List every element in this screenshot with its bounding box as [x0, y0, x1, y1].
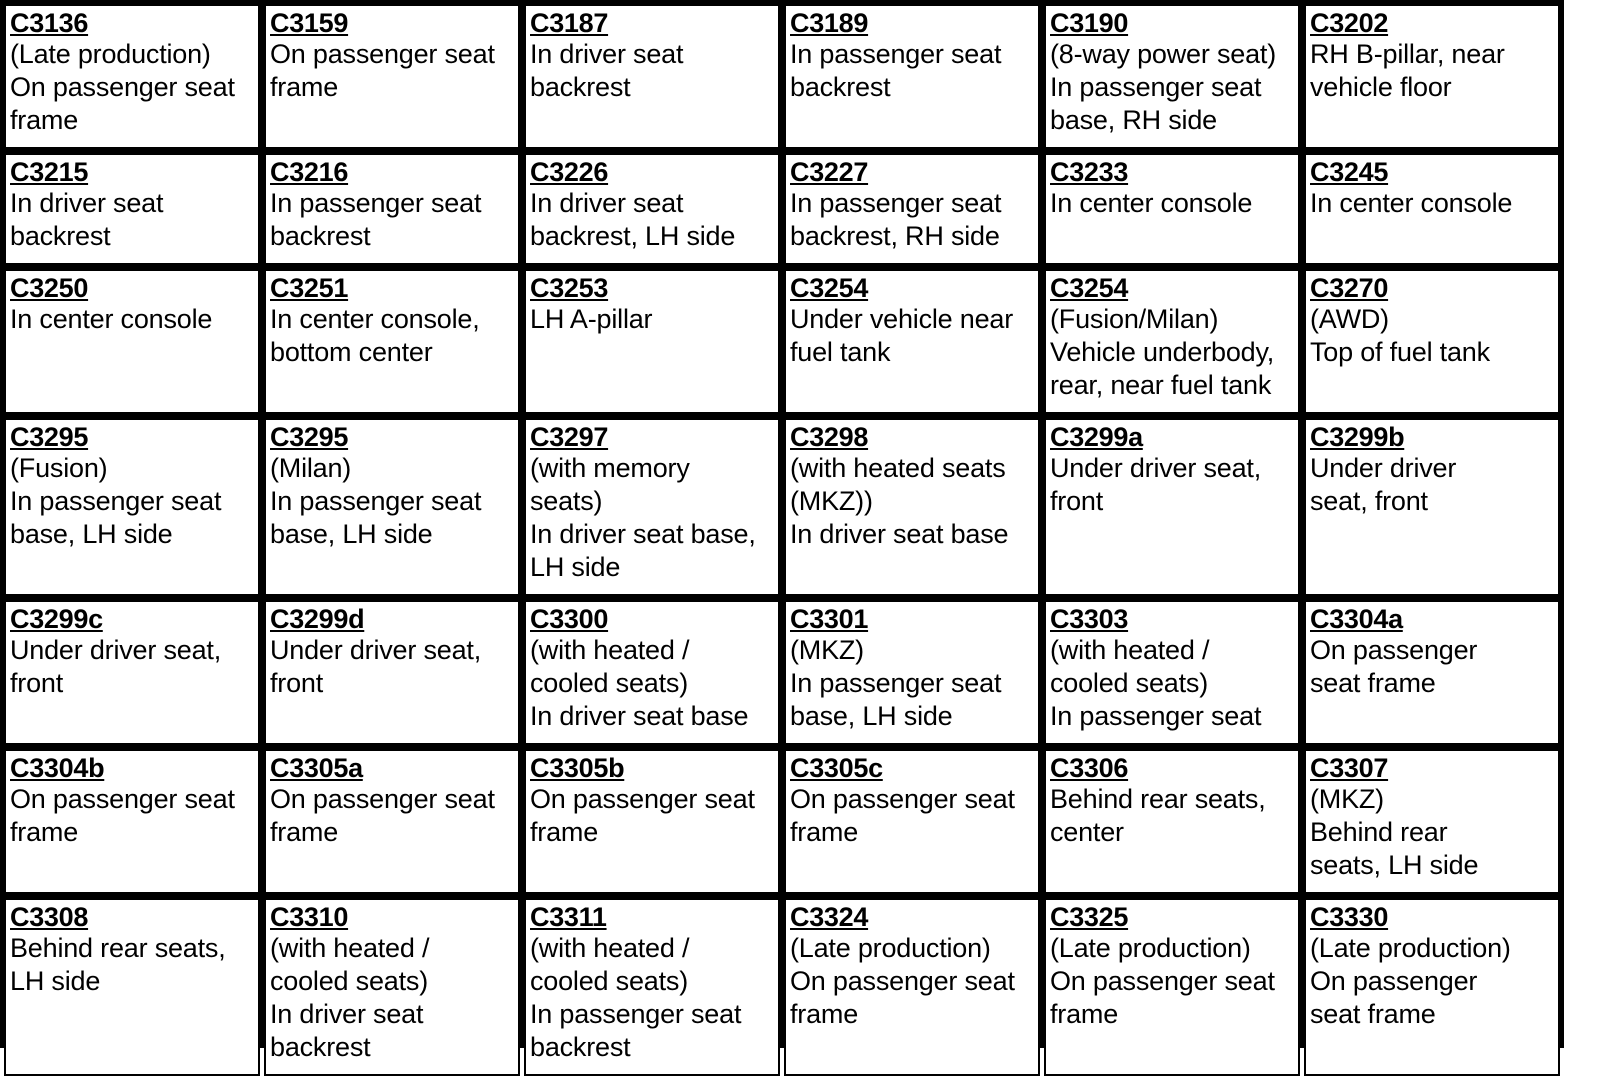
connector-code: C3245 [1310, 157, 1389, 187]
connector-cell [1304, 418, 1560, 596]
connector-location: (Late production) On passenger seat frame [1310, 933, 1511, 1029]
connector-cell [524, 153, 780, 265]
connector-cell [1044, 898, 1300, 1076]
connector-code: C3311 [530, 902, 607, 932]
connector-code: C3310 [270, 902, 349, 932]
connector-location: (Late production) On passenger seat frame [1050, 933, 1275, 1029]
connector-cell [4, 898, 260, 1076]
connector-cell [1044, 4, 1300, 149]
connector-location: (with heated / cooled seats) In passenger seat [1050, 635, 1262, 731]
connector-code: C3298 [790, 422, 869, 452]
connector-location: On passenger seat frame [530, 784, 755, 847]
connector-code: C3190 [1050, 8, 1129, 38]
connector-code: C3299a [1050, 422, 1143, 452]
connector-location: In passenger seat backrest, RH side [790, 188, 1002, 251]
connector-code: C3305a [270, 753, 363, 783]
connector-location: (Late production) On passenger seat frame [10, 39, 235, 135]
connector-location: (with heated seats (MKZ)) In driver seat base [790, 453, 1009, 549]
connector-cell [784, 898, 1040, 1076]
connector-cell [1304, 4, 1560, 149]
connector-location: Under driver seat, front [10, 635, 221, 698]
connector-cell [1304, 269, 1560, 414]
connector-code: C3254 [1050, 273, 1129, 303]
connector-cell [264, 600, 520, 745]
connector-location: (with heated / cooled seats) In driver seat backrest [270, 933, 430, 1062]
connector-cell [264, 269, 520, 414]
connector-code: C3324 [790, 902, 869, 932]
connector-cell [4, 4, 260, 149]
connector-code: C3307 [1310, 753, 1389, 783]
connector-code: C3325 [1050, 902, 1129, 932]
connector-cell [524, 269, 780, 414]
connector-location: In passenger seat backrest [790, 39, 1002, 102]
connector-location: (8-way power seat) In passenger seat base, RH side [1050, 39, 1276, 135]
connector-location: In passenger seat backrest [270, 188, 482, 251]
connector-code: C3301 [790, 604, 869, 634]
connector-location: In center console, bottom center [270, 304, 480, 367]
connector-cell [784, 418, 1040, 596]
connector-cell [784, 4, 1040, 149]
connector-code: C3304a [1310, 604, 1403, 634]
connector-code: C3253 [530, 273, 609, 303]
connector-code: C3305c [790, 753, 883, 783]
connector-cell [1044, 269, 1300, 414]
connector-location: (MKZ) In passenger seat base, LH side [790, 635, 1002, 731]
connector-location: Under driver seat, front [1310, 453, 1457, 516]
connector-code: C3295 [10, 422, 89, 452]
connector-cell [264, 749, 520, 894]
connector-cell [1044, 418, 1300, 596]
connector-code: C3300 [530, 604, 609, 634]
connector-cell [1044, 749, 1300, 894]
connector-location: On passenger seat frame [790, 784, 1015, 847]
connector-location: On passenger seat frame [270, 784, 495, 847]
connector-code: C3305b [530, 753, 625, 783]
connector-cell [524, 600, 780, 745]
connector-code: C3297 [530, 422, 609, 452]
connector-code: C3136 [10, 8, 89, 38]
connector-code: C3299b [1310, 422, 1405, 452]
connector-location: LH A-pillar [530, 304, 653, 334]
connector-code: C3299d [270, 604, 365, 634]
connector-code: C3251 [270, 273, 349, 303]
connector-code: C3189 [790, 8, 869, 38]
connector-location: (Fusion) In passenger seat base, LH side [10, 453, 222, 549]
connector-cell [784, 600, 1040, 745]
connector-cell [784, 153, 1040, 265]
connector-cell [1304, 600, 1560, 745]
connector-code: C3306 [1050, 753, 1129, 783]
connector-location: In driver seat backrest, LH side [530, 188, 736, 251]
connector-cell [264, 898, 520, 1076]
connector-cell [1044, 600, 1300, 745]
connector-code: C3159 [270, 8, 349, 38]
connector-cell [1044, 153, 1300, 265]
connector-code: C3295 [270, 422, 349, 452]
connector-code: C3299c [10, 604, 103, 634]
connector-cell [4, 269, 260, 414]
connector-location: (Late production) On passenger seat frame [790, 933, 1015, 1029]
connector-cell [4, 418, 260, 596]
connector-cell [4, 600, 260, 745]
connector-location: (MKZ) Behind rear seats, LH side [1310, 784, 1479, 880]
connector-location: Behind rear seats, center [1050, 784, 1266, 847]
connector-code: C3215 [10, 157, 89, 187]
connector-code: C3202 [1310, 8, 1389, 38]
connector-cell [4, 153, 260, 265]
connector-cell [1304, 749, 1560, 894]
connector-code: C3304b [10, 753, 105, 783]
connector-cell [524, 749, 780, 894]
connector-location: RH B-pillar, near vehicle floor [1310, 39, 1505, 102]
connector-code: C3330 [1310, 902, 1389, 932]
connector-location: In center console [10, 304, 213, 334]
connector-cell [784, 269, 1040, 414]
connector-cell [264, 153, 520, 265]
connector-location: In driver seat backrest [10, 188, 164, 251]
connector-location: On passenger seat frame [10, 784, 235, 847]
connector-location: On passenger seat frame [1310, 635, 1478, 698]
connector-code: C3233 [1050, 157, 1129, 187]
connector-location: (Milan) In passenger seat base, LH side [270, 453, 482, 549]
connector-cell [524, 4, 780, 149]
connector-code: C3303 [1050, 604, 1129, 634]
connector-code: C3270 [1310, 273, 1389, 303]
connector-code: C3226 [530, 157, 609, 187]
connector-location: (with heated / cooled seats) In passenger seat backrest [530, 933, 742, 1062]
connector-code: C3227 [790, 157, 869, 187]
connector-code: C3308 [10, 902, 89, 932]
connector-code: C3250 [10, 273, 89, 303]
connector-cell [784, 749, 1040, 894]
connector-location: (with heated / cooled seats) In driver seat base [530, 635, 749, 731]
connector-location: In center console [1050, 188, 1253, 218]
connector-cell [524, 898, 780, 1076]
connector-location: Behind rear seats, LH side [10, 933, 226, 996]
connector-location: Under vehicle near fuel tank [790, 304, 1014, 367]
connector-code: C3187 [530, 8, 609, 38]
connector-location: On passenger seat frame [270, 39, 495, 102]
connector-code: C3254 [790, 273, 869, 303]
connector-cell [1304, 898, 1560, 1076]
connector-location: In center console [1310, 188, 1513, 218]
connector-code: C3216 [270, 157, 349, 187]
connector-location: In driver seat backrest [530, 39, 684, 102]
connector-location: (AWD) Top of fuel tank [1310, 304, 1490, 367]
connector-location: Under driver seat, front [270, 635, 481, 698]
connector-location: (Fusion/Milan) Vehicle underbody, rear, near fuel tank [1050, 304, 1275, 400]
connector-cell [264, 418, 520, 596]
connector-cell [524, 418, 780, 596]
connector-location: (with memory seats) In driver seat base, LH side [530, 453, 756, 582]
connector-cell [1304, 153, 1560, 265]
connector-cell [264, 4, 520, 149]
connector-cell [4, 749, 260, 894]
connector-location: Under driver seat, front [1050, 453, 1261, 516]
